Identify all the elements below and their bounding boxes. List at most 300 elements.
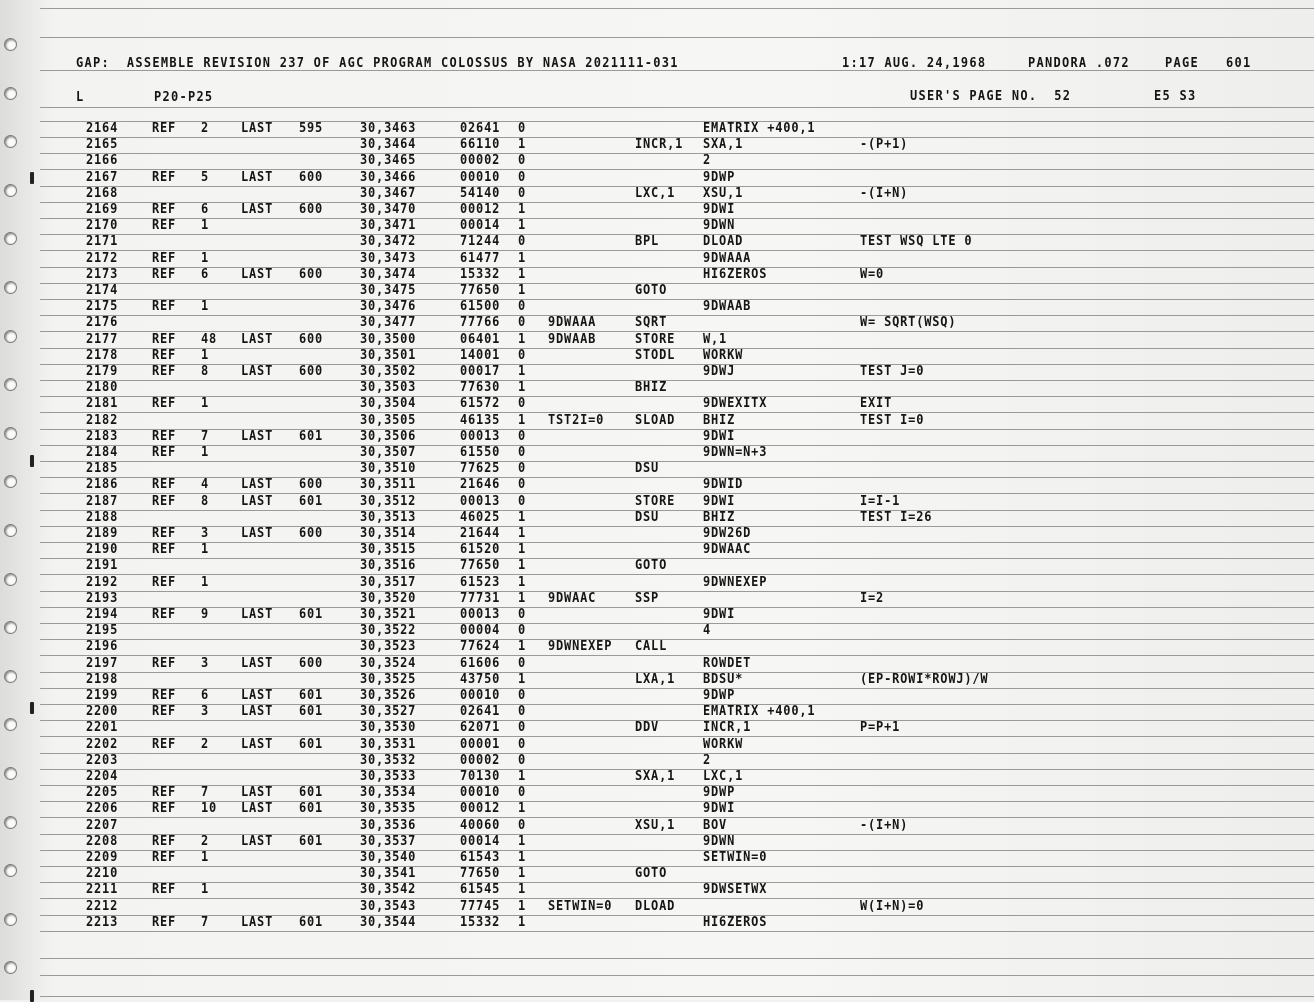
octal-word: 61543 bbox=[460, 850, 501, 865]
address: 30,3540 bbox=[360, 850, 417, 865]
address: 30,3535 bbox=[360, 801, 417, 817]
last-marker: LAST bbox=[241, 833, 274, 849]
ruled-line bbox=[40, 542, 1314, 543]
line-number: 2184 bbox=[86, 445, 119, 460]
address: 30,3475 bbox=[360, 283, 417, 298]
octal-word: 21644 bbox=[460, 526, 501, 541]
word-flag: 1 bbox=[518, 769, 527, 784]
word-flag: 1 bbox=[518, 509, 527, 525]
line-number: 2167 bbox=[86, 169, 119, 185]
feed-hole bbox=[4, 135, 17, 148]
line-number: 2207 bbox=[86, 817, 119, 833]
line-number: 2195 bbox=[86, 623, 119, 639]
last-page: 601 bbox=[299, 736, 324, 752]
opcode: GOTO bbox=[635, 558, 668, 574]
opcode: DDV bbox=[635, 720, 660, 736]
word-flag: 0 bbox=[518, 720, 527, 736]
address: 30,3513 bbox=[360, 509, 417, 525]
address: 30,3537 bbox=[360, 833, 417, 849]
ruled-line bbox=[40, 623, 1314, 624]
ruled-line bbox=[40, 704, 1314, 705]
opcode: SSP bbox=[635, 590, 660, 606]
word-flag: 1 bbox=[518, 914, 527, 930]
word-flag: 0 bbox=[518, 477, 527, 493]
margin-mark bbox=[30, 702, 34, 714]
line-number: 2178 bbox=[86, 347, 119, 363]
octal-word: 00013 bbox=[460, 493, 501, 509]
line-number: 2205 bbox=[86, 785, 119, 801]
operand: ROWDET bbox=[703, 655, 752, 671]
word-flag: 1 bbox=[518, 866, 527, 882]
octal-word: 06401 bbox=[460, 331, 501, 347]
ref-count: 4 bbox=[201, 477, 210, 493]
octal-word: 00013 bbox=[460, 428, 501, 444]
operand: INCR,1 bbox=[703, 720, 752, 736]
ref-marker: REF bbox=[152, 428, 177, 444]
octal-word: 00001 bbox=[460, 736, 501, 752]
line-number: 2181 bbox=[86, 396, 119, 412]
last-page: 600 bbox=[299, 202, 324, 217]
ref-marker: REF bbox=[152, 607, 177, 622]
ruled-line bbox=[40, 720, 1314, 721]
octal-word: 77624 bbox=[460, 639, 501, 655]
line-number: 2193 bbox=[86, 590, 119, 606]
column-indicator: L bbox=[76, 90, 85, 105]
operand: 9DWSETWX bbox=[703, 882, 768, 898]
ruled-line bbox=[40, 975, 1314, 976]
feed-hole bbox=[4, 232, 17, 245]
ref-count: 3 bbox=[201, 704, 210, 720]
address: 30,3507 bbox=[360, 445, 417, 460]
last-page: 601 bbox=[299, 704, 324, 720]
octal-word: 02641 bbox=[460, 704, 501, 720]
margin-mark bbox=[30, 172, 34, 184]
line-number: 2175 bbox=[86, 299, 119, 315]
comment: (EP-ROWI*ROWJ)/W bbox=[860, 671, 989, 687]
ref-count: 1 bbox=[201, 574, 210, 590]
line-number: 2182 bbox=[86, 412, 119, 428]
last-page: 600 bbox=[299, 477, 324, 493]
word-flag: 0 bbox=[518, 623, 527, 639]
opcode: DSU bbox=[635, 461, 660, 477]
last-page: 601 bbox=[299, 785, 324, 801]
octal-word: 77650 bbox=[460, 866, 501, 882]
word-flag: 1 bbox=[518, 364, 527, 379]
word-flag: 0 bbox=[518, 299, 527, 315]
feed-hole bbox=[4, 670, 17, 683]
word-flag: 1 bbox=[518, 266, 527, 282]
line-number: 2192 bbox=[86, 574, 119, 590]
octal-word: 61606 bbox=[460, 655, 501, 671]
line-number: 2204 bbox=[86, 769, 119, 784]
ref-marker: REF bbox=[152, 801, 177, 817]
comment: W=0 bbox=[860, 266, 885, 282]
line-number: 2211 bbox=[86, 882, 119, 898]
address: 30,3505 bbox=[360, 412, 417, 428]
line-number: 2194 bbox=[86, 607, 119, 622]
last-marker: LAST bbox=[241, 785, 274, 801]
ref-marker: REF bbox=[152, 121, 177, 136]
last-marker: LAST bbox=[241, 121, 274, 136]
line-number: 2169 bbox=[86, 202, 119, 217]
line-number: 2179 bbox=[86, 364, 119, 379]
feed-hole bbox=[4, 864, 17, 877]
ruled-line bbox=[40, 169, 1314, 170]
operand: DLOAD bbox=[703, 234, 744, 250]
ref-count: 8 bbox=[201, 364, 210, 379]
last-page: 595 bbox=[299, 121, 324, 136]
operand: 9DWJ bbox=[703, 364, 736, 379]
ref-marker: REF bbox=[152, 347, 177, 363]
address: 30,3542 bbox=[360, 882, 417, 898]
address: 30,3512 bbox=[360, 493, 417, 509]
print-timestamp: 1:17 AUG. 24,1968 bbox=[842, 56, 987, 71]
operand: 4 bbox=[703, 623, 712, 639]
ruled-line bbox=[40, 8, 1314, 9]
ref-marker: REF bbox=[152, 574, 177, 590]
ruled-line bbox=[40, 348, 1314, 349]
opcode: STORE bbox=[635, 331, 676, 347]
ruled-line bbox=[40, 153, 1314, 154]
address: 30,3517 bbox=[360, 574, 417, 590]
ref-marker: REF bbox=[152, 493, 177, 509]
word-flag: 1 bbox=[518, 850, 527, 865]
ref-marker: REF bbox=[152, 169, 177, 185]
page-number: 601 bbox=[1226, 56, 1252, 71]
last-marker: LAST bbox=[241, 655, 274, 671]
ref-marker: REF bbox=[152, 331, 177, 347]
address: 30,3470 bbox=[360, 202, 417, 217]
operand: EMATRIX +400,1 bbox=[703, 121, 816, 136]
feed-hole bbox=[4, 330, 17, 343]
address: 30,3510 bbox=[360, 461, 417, 477]
ref-marker: REF bbox=[152, 704, 177, 720]
system-name: PANDORA .072 bbox=[1028, 56, 1130, 71]
line-number: 2200 bbox=[86, 704, 119, 720]
opcode: SLOAD bbox=[635, 412, 676, 428]
symbol-label: TST2I=0 bbox=[548, 412, 605, 428]
ruled-line bbox=[40, 736, 1314, 737]
operand: 9DWAAB bbox=[703, 299, 752, 315]
last-marker: LAST bbox=[241, 688, 274, 703]
ruled-line bbox=[40, 412, 1314, 413]
last-page: 601 bbox=[299, 493, 324, 509]
opcode: LXA,1 bbox=[635, 671, 676, 687]
word-flag: 1 bbox=[518, 882, 527, 898]
symbol-label: 9DWAAC bbox=[548, 590, 597, 606]
ruled-line bbox=[40, 461, 1314, 462]
address: 30,3533 bbox=[360, 769, 417, 784]
ref-count: 1 bbox=[201, 882, 210, 898]
word-flag: 1 bbox=[518, 833, 527, 849]
line-number: 2187 bbox=[86, 493, 119, 509]
octal-word: 77766 bbox=[460, 315, 501, 331]
octal-word: 77650 bbox=[460, 558, 501, 574]
ref-count: 6 bbox=[201, 688, 210, 703]
ruled-line bbox=[40, 299, 1314, 300]
operand: 9DWP bbox=[703, 785, 736, 801]
word-flag: 1 bbox=[518, 801, 527, 817]
line-number: 2191 bbox=[86, 558, 119, 574]
octal-word: 71244 bbox=[460, 234, 501, 250]
word-flag: 0 bbox=[518, 461, 527, 477]
operand: 2 bbox=[703, 752, 712, 768]
ruled-line bbox=[40, 607, 1314, 608]
octal-word: 77745 bbox=[460, 898, 501, 914]
operand: 9DWAAA bbox=[703, 250, 752, 266]
word-flag: 0 bbox=[518, 234, 527, 250]
operand: HI6ZEROS bbox=[703, 266, 768, 282]
opcode: BPL bbox=[635, 234, 660, 250]
margin-mark bbox=[30, 990, 34, 1002]
ruled-line bbox=[40, 639, 1314, 640]
feed-hole bbox=[4, 38, 17, 51]
comment: -(I+N) bbox=[860, 817, 909, 833]
octal-word: 61477 bbox=[460, 250, 501, 266]
ref-marker: REF bbox=[152, 477, 177, 493]
feed-hole bbox=[4, 816, 17, 829]
ruled-line bbox=[40, 186, 1314, 187]
last-page: 601 bbox=[299, 914, 324, 930]
word-flag: 0 bbox=[518, 396, 527, 412]
word-flag: 0 bbox=[518, 347, 527, 363]
line-number: 2171 bbox=[86, 234, 119, 250]
word-flag: 1 bbox=[518, 542, 527, 558]
word-flag: 1 bbox=[518, 574, 527, 590]
ref-count: 1 bbox=[201, 218, 210, 234]
octal-word: 61550 bbox=[460, 445, 501, 460]
ruled-line bbox=[40, 866, 1314, 867]
operand: 9DWI bbox=[703, 607, 736, 622]
line-number: 2176 bbox=[86, 315, 119, 331]
address: 30,3521 bbox=[360, 607, 417, 622]
line-number: 2168 bbox=[86, 185, 119, 201]
feed-hole bbox=[4, 961, 17, 974]
octal-word: 02641 bbox=[460, 121, 501, 136]
ref-marker: REF bbox=[152, 218, 177, 234]
ref-count: 1 bbox=[201, 347, 210, 363]
operand: BOV bbox=[703, 817, 728, 833]
last-marker: LAST bbox=[241, 736, 274, 752]
comment: TEST I=0 bbox=[860, 412, 925, 428]
operand: 9DWN=N+3 bbox=[703, 445, 768, 460]
octal-word: 21646 bbox=[460, 477, 501, 493]
ref-count: 10 bbox=[201, 801, 218, 817]
operand: 9DWAAC bbox=[703, 542, 752, 558]
line-number: 2189 bbox=[86, 526, 119, 541]
opcode: GOTO bbox=[635, 866, 668, 882]
word-flag: 1 bbox=[518, 526, 527, 541]
comment: EXIT bbox=[860, 396, 893, 412]
last-marker: LAST bbox=[241, 704, 274, 720]
comment: W= SQRT(WSQ) bbox=[860, 315, 957, 331]
octal-word: 77630 bbox=[460, 380, 501, 396]
ref-count: 2 bbox=[201, 736, 210, 752]
word-flag: 0 bbox=[518, 428, 527, 444]
octal-word: 00004 bbox=[460, 623, 501, 639]
ref-count: 1 bbox=[201, 850, 210, 865]
line-number: 2165 bbox=[86, 137, 119, 153]
operand: 9DWNEXEP bbox=[703, 574, 768, 590]
operand: 9DWI bbox=[703, 801, 736, 817]
symbol-label: SETWIN=0 bbox=[548, 898, 613, 914]
address: 30,3524 bbox=[360, 655, 417, 671]
ruled-line bbox=[40, 37, 1314, 38]
address: 30,3463 bbox=[360, 121, 417, 136]
line-number: 2209 bbox=[86, 850, 119, 865]
ref-marker: REF bbox=[152, 850, 177, 865]
line-number: 2185 bbox=[86, 461, 119, 477]
comment: W(I+N)=0 bbox=[860, 898, 925, 914]
symbol-label: 9DWNEXEP bbox=[548, 639, 613, 655]
opcode: GOTO bbox=[635, 283, 668, 298]
line-number: 2213 bbox=[86, 914, 119, 930]
word-flag: 1 bbox=[518, 671, 527, 687]
ref-count: 3 bbox=[201, 526, 210, 541]
word-flag: 0 bbox=[518, 185, 527, 201]
ref-count: 6 bbox=[201, 266, 210, 282]
ref-count: 5 bbox=[201, 169, 210, 185]
ruled-line bbox=[40, 898, 1314, 899]
address: 30,3530 bbox=[360, 720, 417, 736]
address: 30,3476 bbox=[360, 299, 417, 315]
ruled-line bbox=[40, 331, 1314, 332]
ruled-line bbox=[40, 817, 1314, 818]
ref-count: 7 bbox=[201, 428, 210, 444]
ruled-line bbox=[40, 234, 1314, 235]
line-number: 2180 bbox=[86, 380, 119, 396]
octal-word: 61572 bbox=[460, 396, 501, 412]
address: 30,3534 bbox=[360, 785, 417, 801]
word-flag: 0 bbox=[518, 153, 527, 169]
ref-count: 7 bbox=[201, 785, 210, 801]
operand: 9DWID bbox=[703, 477, 744, 493]
line-number: 2170 bbox=[86, 218, 119, 234]
last-marker: LAST bbox=[241, 801, 274, 817]
octal-word: 00002 bbox=[460, 752, 501, 768]
octal-word: 46025 bbox=[460, 509, 501, 525]
feed-hole bbox=[4, 281, 17, 294]
line-number: 2164 bbox=[86, 121, 119, 136]
comment: TEST J=0 bbox=[860, 364, 925, 379]
ruled-line bbox=[40, 121, 1314, 122]
line-number: 2196 bbox=[86, 639, 119, 655]
opcode: SQRT bbox=[635, 315, 668, 331]
ref-count: 3 bbox=[201, 655, 210, 671]
ruled-line bbox=[40, 769, 1314, 770]
octal-word: 61500 bbox=[460, 299, 501, 315]
word-flag: 1 bbox=[518, 558, 527, 574]
word-flag: 0 bbox=[518, 121, 527, 136]
ruled-line bbox=[40, 591, 1314, 592]
last-page: 601 bbox=[299, 801, 324, 817]
address: 30,3541 bbox=[360, 866, 417, 882]
operand: HI6ZEROS bbox=[703, 914, 768, 930]
feed-hole bbox=[4, 718, 17, 731]
line-number: 2197 bbox=[86, 655, 119, 671]
feed-hole bbox=[4, 475, 17, 488]
last-marker: LAST bbox=[241, 202, 274, 217]
operand: 9DW26D bbox=[703, 526, 752, 541]
line-number: 2202 bbox=[86, 736, 119, 752]
last-page: 601 bbox=[299, 688, 324, 703]
ref-marker: REF bbox=[152, 736, 177, 752]
ruled-line bbox=[40, 834, 1314, 835]
octal-word: 77650 bbox=[460, 283, 501, 298]
line-number: 2208 bbox=[86, 833, 119, 849]
address: 30,3464 bbox=[360, 137, 417, 153]
octal-word: 66110 bbox=[460, 137, 501, 153]
line-number: 2183 bbox=[86, 428, 119, 444]
ref-marker: REF bbox=[152, 914, 177, 930]
ref-marker: REF bbox=[152, 542, 177, 558]
opcode: BHIZ bbox=[635, 380, 668, 396]
ruled-line bbox=[40, 655, 1314, 656]
last-marker: LAST bbox=[241, 169, 274, 185]
ref-marker: REF bbox=[152, 445, 177, 460]
ref-count: 48 bbox=[201, 331, 218, 347]
address: 30,3472 bbox=[360, 234, 417, 250]
ref-marker: REF bbox=[152, 299, 177, 315]
ruled-line bbox=[40, 477, 1314, 478]
ruled-line bbox=[40, 915, 1314, 916]
address: 30,3502 bbox=[360, 364, 417, 379]
word-flag: 1 bbox=[518, 898, 527, 914]
line-number: 2198 bbox=[86, 671, 119, 687]
ref-marker: REF bbox=[152, 882, 177, 898]
ref-marker: REF bbox=[152, 250, 177, 266]
ref-marker: REF bbox=[152, 655, 177, 671]
line-number: 2177 bbox=[86, 331, 119, 347]
feed-hole bbox=[4, 767, 17, 780]
feed-hole bbox=[4, 378, 17, 391]
address: 30,3477 bbox=[360, 315, 417, 331]
word-flag: 0 bbox=[518, 688, 527, 703]
octal-word: 15332 bbox=[460, 914, 501, 930]
address: 30,3532 bbox=[360, 752, 417, 768]
ruled-line bbox=[40, 688, 1314, 689]
address: 30,3544 bbox=[360, 914, 417, 930]
operand: EMATRIX +400,1 bbox=[703, 704, 816, 720]
ref-marker: REF bbox=[152, 688, 177, 703]
ruled-line bbox=[40, 574, 1314, 575]
address: 30,3511 bbox=[360, 477, 417, 493]
octal-word: 70130 bbox=[460, 769, 501, 784]
ref-marker: REF bbox=[152, 202, 177, 217]
last-page: 600 bbox=[299, 266, 324, 282]
operand: SETWIN=0 bbox=[703, 850, 768, 865]
operand: 9DWN bbox=[703, 833, 736, 849]
operand: 9DWI bbox=[703, 493, 736, 509]
ruled-line bbox=[40, 283, 1314, 284]
line-number: 2203 bbox=[86, 752, 119, 768]
octal-word: 00012 bbox=[460, 202, 501, 217]
address: 30,3466 bbox=[360, 169, 417, 185]
ref-count: 7 bbox=[201, 914, 210, 930]
octal-word: 00010 bbox=[460, 169, 501, 185]
comment: -(I+N) bbox=[860, 185, 909, 201]
feed-hole bbox=[4, 87, 17, 100]
word-flag: 1 bbox=[518, 412, 527, 428]
octal-word: 00010 bbox=[460, 688, 501, 703]
last-marker: LAST bbox=[241, 266, 274, 282]
octal-word: 00017 bbox=[460, 364, 501, 379]
address: 30,3516 bbox=[360, 558, 417, 574]
word-flag: 1 bbox=[518, 590, 527, 606]
word-flag: 0 bbox=[518, 704, 527, 720]
page-label: PAGE bbox=[1165, 56, 1199, 71]
opcode: STODL bbox=[635, 347, 676, 363]
